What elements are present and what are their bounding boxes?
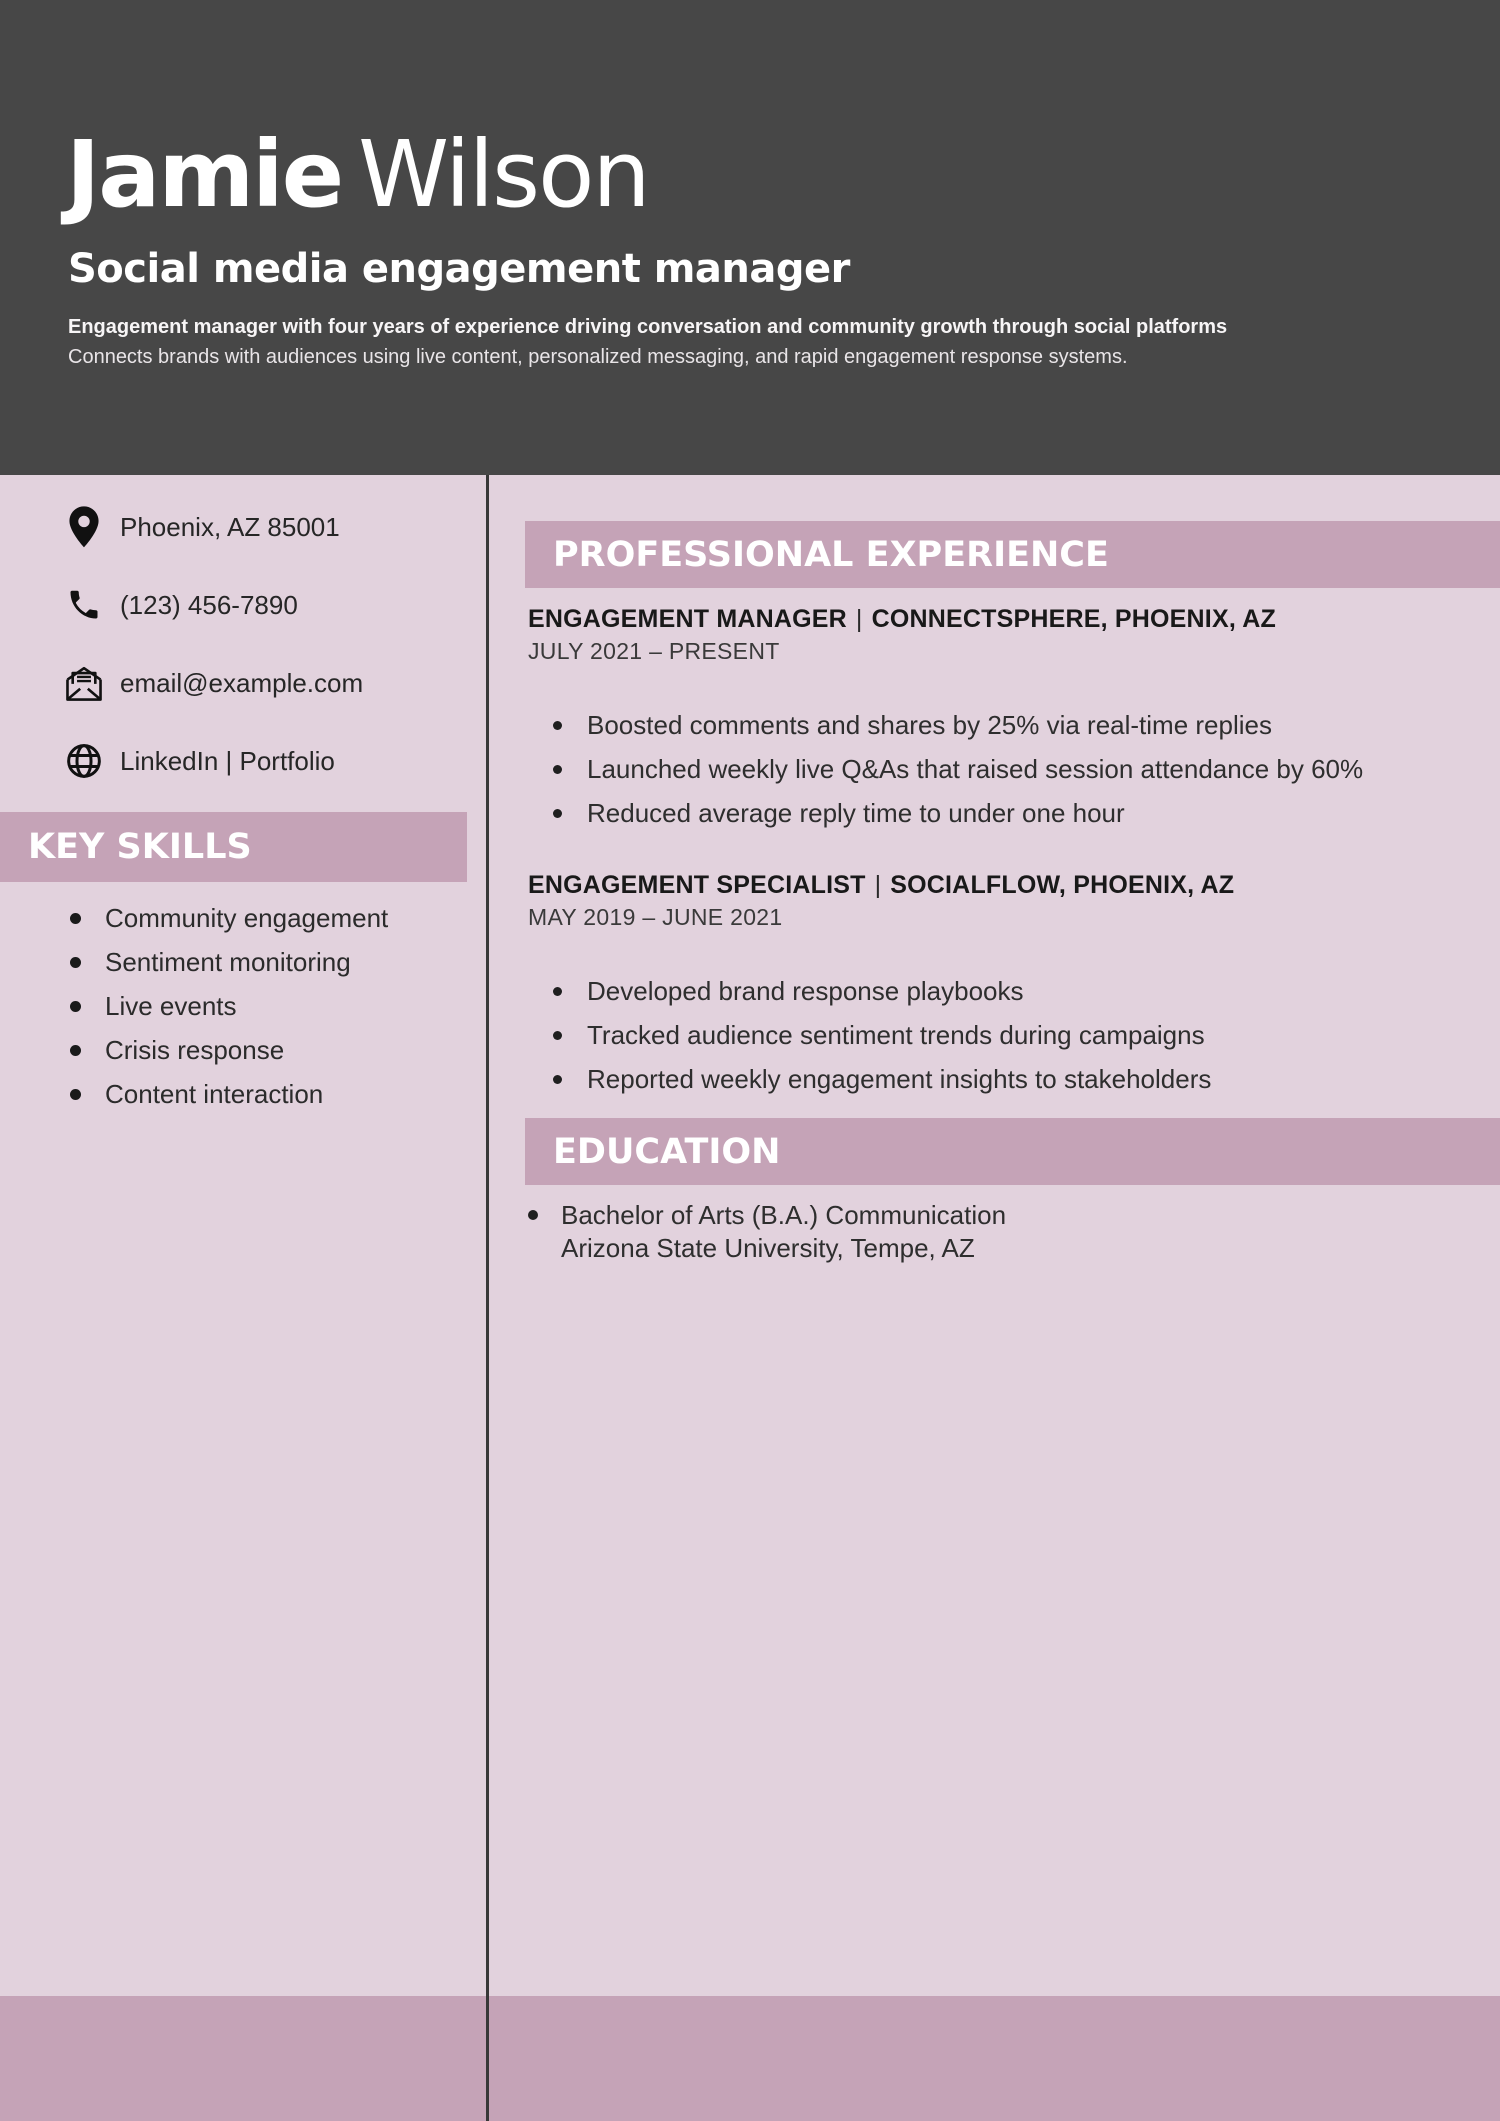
- header-band: [0, 0, 1500, 475]
- key-skills-list: [0, 896, 486, 1116]
- key-skills-heading: KEY SKILLS: [28, 827, 252, 867]
- bullet-dot: [553, 809, 562, 818]
- education-heading: EDUCATION: [553, 1131, 781, 1172]
- education-heading-bar: [525, 1118, 1500, 1185]
- job2-company: SOCIALFLOW, PHOENIX, AZ: [890, 871, 1235, 899]
- bullet-text: Boosted comments and shares by 25% via real-time replies: [587, 709, 1272, 740]
- skill-label: Crisis response: [105, 1034, 285, 1065]
- contact-email-row[interactable]: [0, 644, 486, 722]
- job1-title: [528, 605, 1276, 634]
- bullet-text: Reported weekly engagement insights to stakeholders: [587, 1063, 1212, 1094]
- job1-role: ENGAGEMENT MANAGER: [528, 605, 847, 633]
- skill-item: [0, 896, 486, 940]
- bullet-text: Launched weekly live Q&As that raised session attendance by 60%: [587, 753, 1364, 784]
- experience-heading-bar: [525, 521, 1500, 588]
- skill-label: Community engagement: [105, 902, 389, 933]
- job1-bullet: [553, 791, 1483, 835]
- contact-phone-row[interactable]: [0, 566, 486, 644]
- education-lines: [561, 1199, 1006, 1265]
- email-icon: [60, 663, 108, 703]
- column-divider: [486, 475, 489, 2121]
- location-pin-icon: [60, 504, 108, 550]
- bullet-dot: [70, 1001, 81, 1012]
- job2-title: [528, 871, 1234, 900]
- skill-label: Sentiment monitoring: [105, 946, 351, 977]
- job1-company: CONNECTSPHERE, PHOENIX, AZ: [871, 605, 1276, 633]
- globe-icon: [60, 741, 108, 781]
- bullet-dot: [553, 1075, 562, 1084]
- bullet-dot: [553, 765, 562, 774]
- phone-icon: [60, 587, 108, 623]
- bullet-dot: [70, 1089, 81, 1100]
- job1-bullet-list: [553, 703, 1483, 835]
- bullet-text: Developed brand response playbooks: [587, 975, 1024, 1006]
- education-item: [528, 1199, 1006, 1265]
- contact-email[interactable]: email@example.com: [120, 667, 364, 698]
- bullet-dot: [70, 1045, 81, 1056]
- bullet-dot: [553, 987, 562, 996]
- job2-bullet: [553, 1057, 1483, 1101]
- bullet-text: Tracked audience sentiment trends during campaigns: [587, 1019, 1205, 1050]
- skill-item: [0, 984, 486, 1028]
- last-name: Wilson: [358, 121, 649, 228]
- first-name: Jamie: [66, 121, 343, 228]
- skill-item: [0, 940, 486, 984]
- job2-role: ENGAGEMENT SPECIALIST: [528, 871, 866, 899]
- bullet-dot: [70, 957, 81, 968]
- bullet-dot: [70, 913, 81, 924]
- contact-links-row[interactable]: [0, 722, 486, 800]
- skill-label: Content interaction: [105, 1078, 324, 1109]
- job1-bullet: [553, 703, 1483, 747]
- person-name: [66, 121, 649, 228]
- job2-bullet: [553, 969, 1483, 1013]
- job2-dates: MAY 2019 – JUNE 2021: [528, 904, 783, 930]
- job2-separator: |: [874, 871, 882, 899]
- contact-location-row: [0, 488, 486, 566]
- skill-item: [0, 1028, 486, 1072]
- bullet-dot: [553, 1031, 562, 1040]
- contact-location: Phoenix, AZ 85001: [120, 511, 340, 542]
- skill-label: Live events: [105, 990, 237, 1021]
- job2-bullet-list: [553, 969, 1483, 1101]
- contact-section: [0, 488, 486, 800]
- job1-bullet: [553, 747, 1483, 791]
- experience-heading: PROFESSIONAL EXPERIENCE: [553, 534, 1109, 575]
- summary-line-2: Connects brands with audiences using live content, personalized messaging, and rapid engagement response systems.: [68, 346, 1128, 368]
- skill-item: [0, 1072, 486, 1116]
- education-school: Arizona State University, Tempe, AZ: [561, 1233, 975, 1263]
- job1-separator: |: [855, 605, 863, 633]
- job1-dates: JULY 2021 – PRESENT: [528, 638, 780, 664]
- summary-line-1: Engagement manager with four years of experience driving conversation and community growth through social platforms: [68, 316, 1228, 338]
- bullet-dot: [528, 1210, 538, 1220]
- education-degree: Bachelor of Arts (B.A.) Communication: [561, 1200, 1007, 1230]
- headline-job-title: Social media engagement manager: [68, 246, 850, 292]
- key-skills-heading-bar: [0, 812, 467, 882]
- contact-links[interactable]: LinkedIn | Portfolio: [120, 745, 335, 776]
- bullet-dot: [553, 721, 562, 730]
- contact-phone[interactable]: (123) 456-7890: [120, 589, 298, 620]
- job2-bullet: [553, 1013, 1483, 1057]
- bullet-text: Reduced average reply time to under one hour: [587, 797, 1125, 828]
- footer-band: [0, 1996, 1500, 2121]
